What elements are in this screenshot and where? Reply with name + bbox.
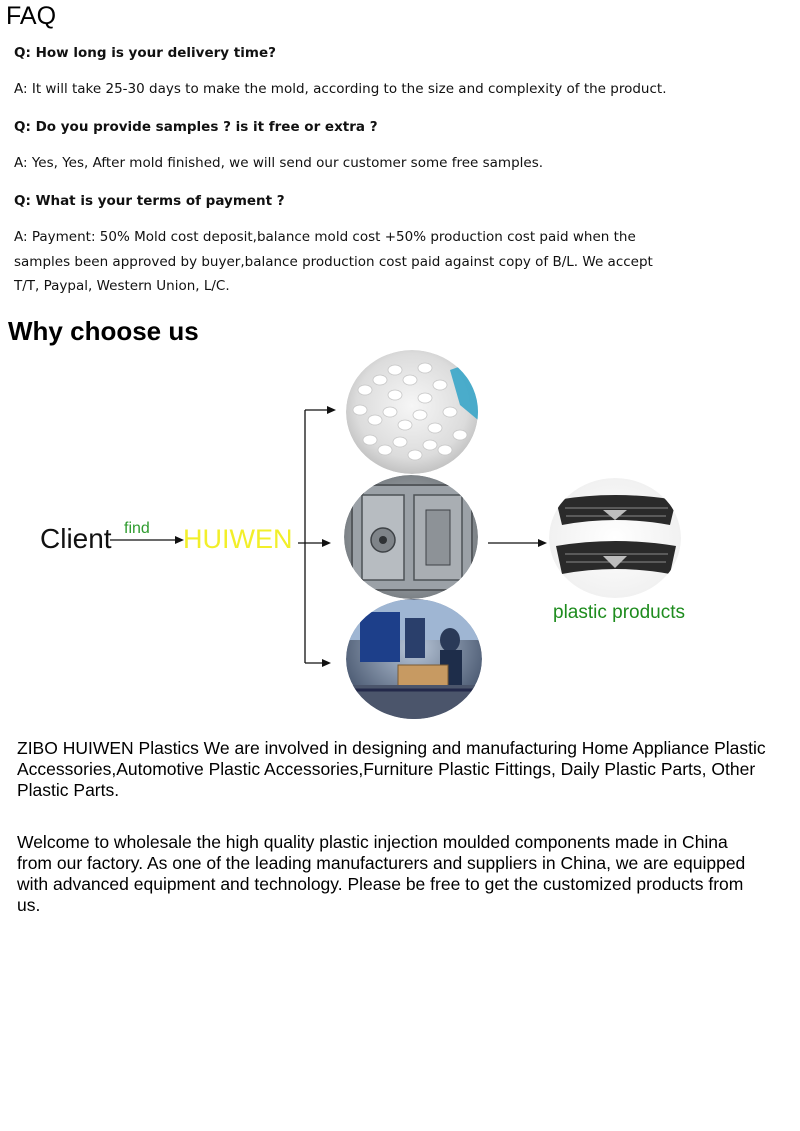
branch-arrowhead-top (327, 406, 336, 414)
company-description-paragraph: ZIBO HUIWEN Plastics We are involved in designing and manufacturing Home Appliance Plastic Accessories,Automotive Plastic Accessories,Furniture Plastic Fittings, Daily Plastic Parts, Other Plastic Parts. (17, 738, 766, 800)
faq-answer-1: A: It will take 25-30 days to make the mold, according to the size and complexity of the product. (14, 81, 667, 97)
why-choose-us-heading: Why choose us (8, 316, 199, 346)
plastic-pellets-image (346, 350, 478, 474)
faq-question-2: Q: Do you provide samples ? is it free or extra ? (14, 119, 378, 135)
faq-heading: FAQ (6, 2, 57, 30)
company-label: HUIWEN (183, 524, 293, 554)
faq-answer-2: A: Yes, Yes, After mold finished, we will send our customer some free samples. (14, 155, 544, 171)
client-label: Client (40, 523, 112, 554)
faq-question-3: Q: What is your terms of payment ? (14, 193, 285, 209)
mold-to-product-arrowhead (538, 539, 547, 547)
plastic-products-image (549, 478, 681, 598)
welcome-paragraph: Welcome to wholesale the high quality plastic injection moulded components made in China from our factory. As one of the leading manufacturers and suppliers in China, we are equipped with advanced equipment and technology. Please be free to get the customized products from us. (17, 832, 746, 915)
faq-answer-3: A: Payment: 50% Mold cost deposit,balance mold cost +50% production cost paid when the samples been approved by buyer,balance production cost paid against copy of B/L. We accept T/T, Paypal, Western Union, L/C. (14, 229, 653, 294)
injection-mold-image (344, 475, 478, 599)
factory-workshop-image (346, 599, 482, 725)
faq-question-1: Q: How long is your delivery time? (14, 45, 276, 61)
branch-arrowhead-bottom (322, 659, 331, 667)
supply-chain-diagram (0, 350, 800, 730)
plastic-products-label: plastic products (553, 602, 686, 623)
find-label: find (124, 520, 150, 537)
branch-arrowhead-middle (322, 539, 331, 547)
